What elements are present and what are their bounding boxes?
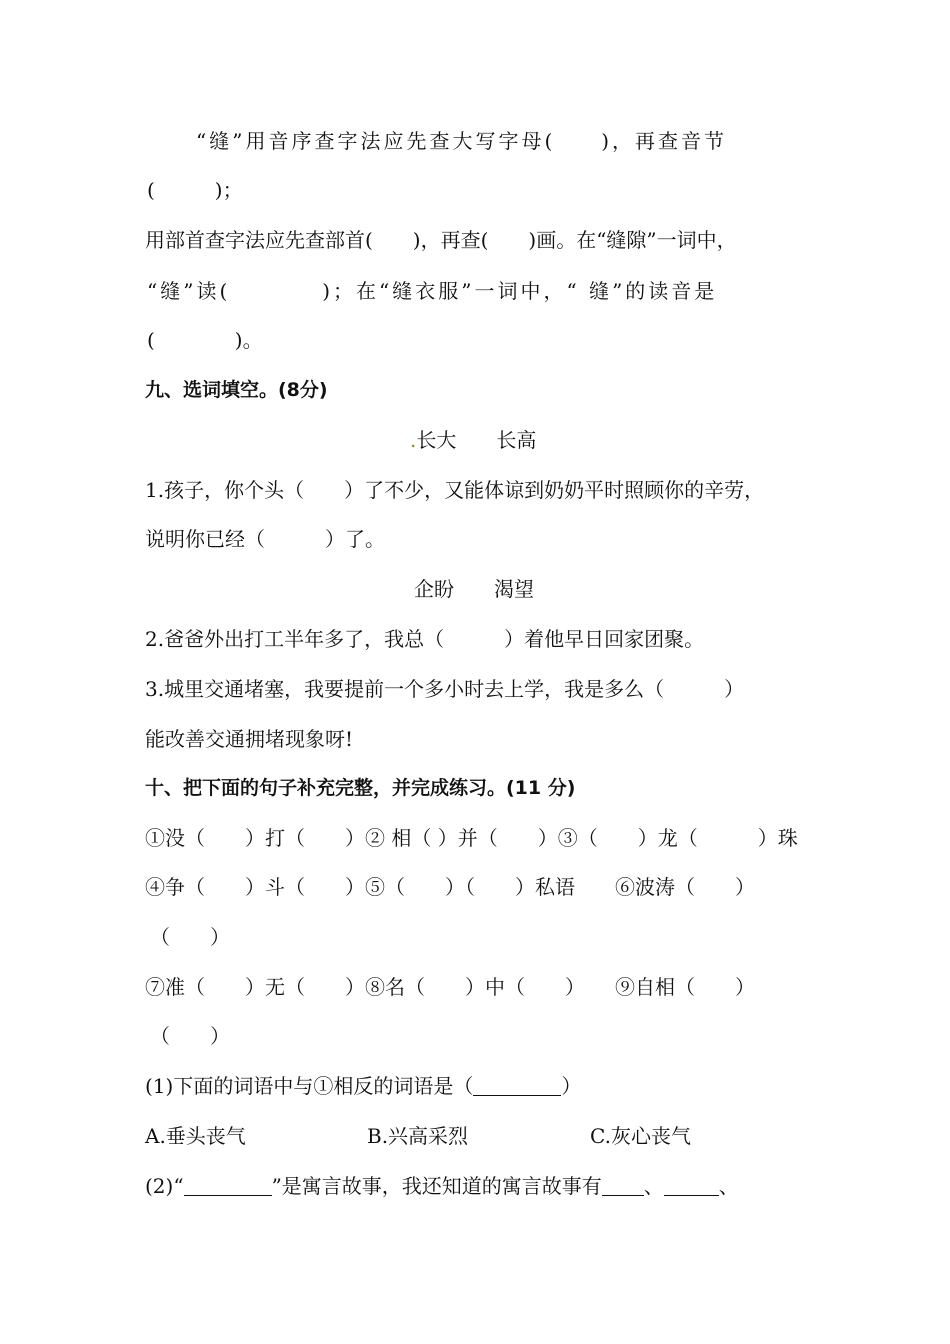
- answer-blank[interactable]: [602, 1175, 644, 1196]
- q10-idiom-row-2: ④争（ ）斗（ ）⑤（ ）（ ）私语 ⑥波涛（ ）: [145, 875, 755, 899]
- q9-sentence-2: 2.爸爸外出打工半年多了，我总（ ）着他早日回家团聚。: [145, 627, 705, 651]
- q10-option-a: A.垂头丧气: [145, 1124, 246, 1148]
- q10-title: 十、把下面的句子补充完整，并完成练习。(11 分): [145, 777, 576, 799]
- q8-line-2: ( )；: [147, 178, 243, 202]
- stray-dot: .: [410, 428, 417, 452]
- q10-idiom-row-2-cont: （ ）: [150, 925, 230, 949]
- q8-line-1: “缝”用音序查字法应先查大写字母( )，再查音节: [196, 129, 728, 153]
- q10-part-2: [145, 1172, 739, 1200]
- q10-option-b: B.兴高采烈: [367, 1124, 469, 1148]
- q10-idiom-row-3: ⑦准（ ）无（ ）⑧名（ ）中（ ） ⑨自相（ ）: [145, 975, 755, 999]
- q10-part-1-prompt: (1)下面的词语中与①相反的词语是（: [145, 1074, 474, 1098]
- answer-blank[interactable]: [184, 1175, 272, 1196]
- q9-title: 九、选词填空。(8分): [145, 379, 328, 401]
- q8-line-5: ( )。: [147, 328, 263, 352]
- q9-sentence-1a: 1.孩子，你个头（ ）了不少，又能体谅到奶奶平时照顾你的辛劳，: [145, 478, 765, 502]
- q10-idiom-row-1: ①没（ ）打（ ）② 相（ ）并（ ）③（ ）龙（ ）珠: [145, 826, 798, 850]
- answer-blank[interactable]: [473, 1075, 561, 1096]
- q9-sentence-1b: 说明你已经（ ）了。: [145, 527, 385, 551]
- q10-part-1: [145, 1072, 581, 1100]
- q9-word-choices-1: [410, 426, 536, 454]
- separator: 、: [718, 1174, 739, 1198]
- q9-sentence-3b: 能改善交通拥堵现象呀!: [145, 727, 354, 751]
- q10-part-1-close: ）: [561, 1074, 582, 1098]
- q10-part-2-open: (2)“: [145, 1174, 184, 1198]
- answer-blank[interactable]: [664, 1175, 719, 1196]
- q9-sentence-3a: 3.城里交通堵塞，我要提前一个多小时去上学，我是多么（ ）: [145, 677, 745, 701]
- q8-line-3: 用部首查字法应先查部首( )，再查( )画。在“缝隙”一词中，: [145, 228, 737, 252]
- q9-word-choices-2: 企盼 渴望: [414, 577, 534, 601]
- separator: 、: [643, 1174, 664, 1198]
- q8-line-4: “缝”读( )；在“缝衣服”一词中，“ 缝”的读音是: [147, 279, 718, 303]
- q10-idiom-row-3-cont: （ ）: [150, 1024, 230, 1048]
- q10-part-2-prompt: ”是寓言故事，我还知道的寓言故事有: [271, 1174, 602, 1198]
- q10-option-c: C.灰心丧气: [590, 1124, 691, 1148]
- q9-words-1: 长大 长高: [416, 428, 537, 452]
